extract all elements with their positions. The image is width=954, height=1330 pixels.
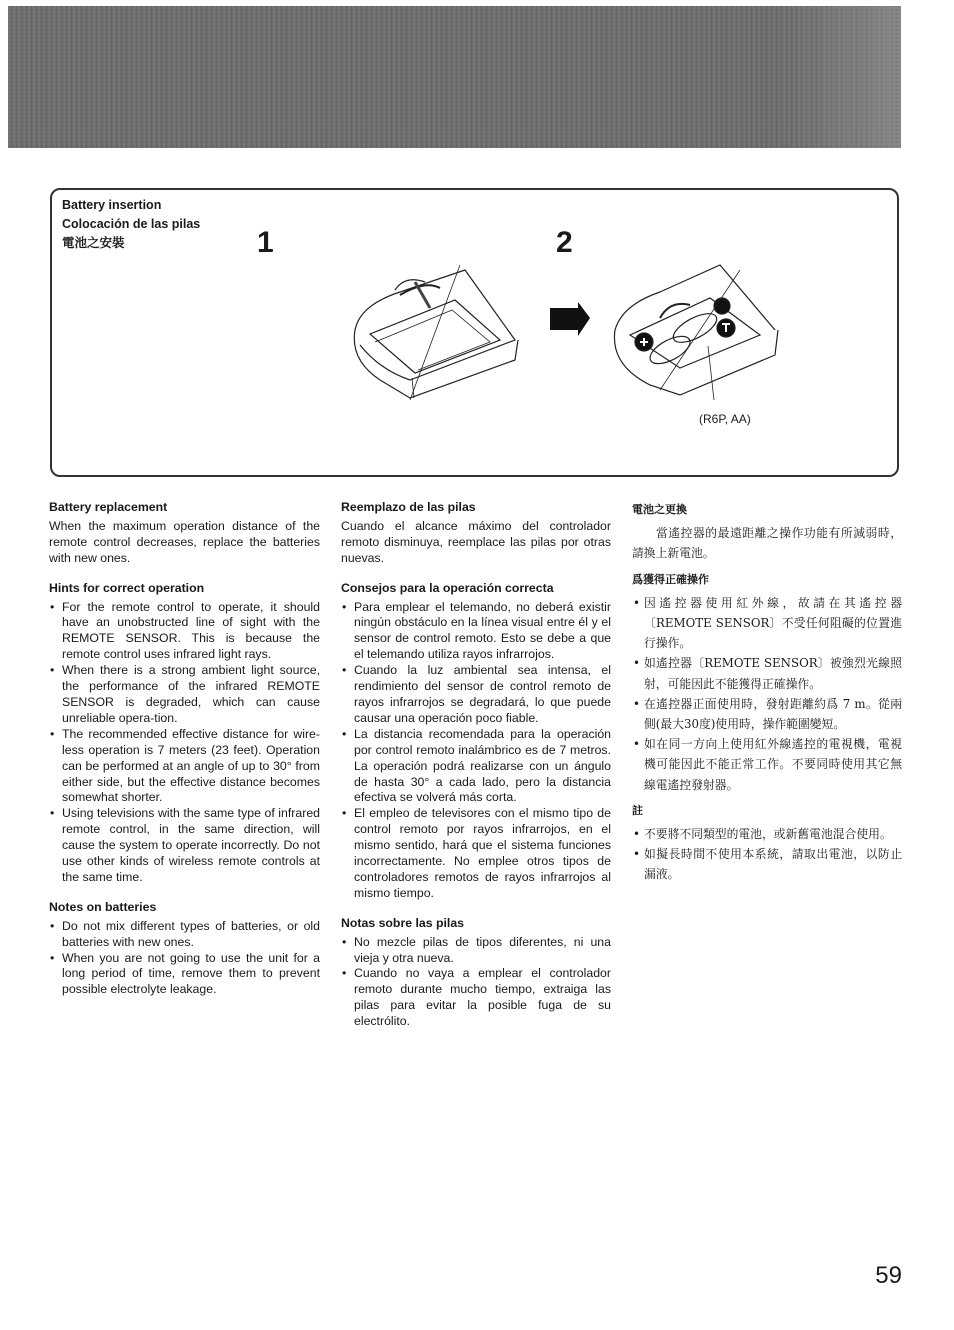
hints-heading: Consejos para la operación correcta xyxy=(341,580,554,595)
list-item: • 因遙控器使用紅外線，故請在其遙控器〔REMOTE SENSOR〕不受任何阻礙的位置進行操作。 xyxy=(632,593,902,654)
list-item: • When there is a strong ambient light source, the performance of the infrared REMOTE SENSOR is degraded, which can cause unreliable opera-tion. xyxy=(49,663,320,727)
replacement-text: When the maximum operation distance of the remote control decreases, replace the batteries with new ones. xyxy=(49,518,320,565)
list-item: • 不要將不同類型的電池，或新舊電池混合使用。 xyxy=(632,824,902,844)
remote-step2-drawing xyxy=(614,265,778,400)
list-item: • When you are not going to use the unit for a long period of time, remove them to prevent possible electrolyte leakage. xyxy=(49,951,320,999)
list-item: • No mezcle pilas de tipos diferentes, ni una vieja y otra nueva. xyxy=(341,935,611,967)
figure-titles xyxy=(62,196,200,253)
figure-title-es: Colocación de las pilas xyxy=(62,217,201,231)
hints-list xyxy=(632,593,902,795)
hints-list xyxy=(341,600,611,902)
hints-heading: 爲獲得正確操作 xyxy=(632,572,709,586)
replacement-heading: Battery replacement xyxy=(49,500,168,514)
list-item: • For the remote control to operate, it should have an unobstructed line of sight with the REMOTE SENSOR. This is because the remote control uses infrared light rays. xyxy=(49,600,320,664)
step-1-number: 1 xyxy=(257,226,274,259)
arrow-right-icon xyxy=(550,302,590,336)
column-english xyxy=(49,500,320,998)
battery-type-label: (R6P, AA) xyxy=(699,412,751,426)
list-item: • 在遙控器正面使用時，發射距離約爲 7 m。從兩側(最大30度)使用時，操作範圍變短。 xyxy=(632,694,902,734)
column-chinese xyxy=(632,500,902,885)
list-item: • The recommended effective distance for wire-less operation is 7 meters (23 feet). Operation can be performed at an angle of up to 30° from either side, but the effective distance becomes somewhat shorter. xyxy=(49,727,320,807)
figure-title-en: Battery insertion xyxy=(62,198,162,212)
list-item: • Do not mix different types of batteries, or old batteries with new ones. xyxy=(49,919,320,951)
column-spanish xyxy=(341,500,611,1030)
replacement-text: Cuando el alcance máximo del controlador remoto disminuya, reemplace las pilas por otras nuevas. xyxy=(341,518,611,565)
header-banner xyxy=(8,6,901,148)
list-item: • 如在同一方向上使用紅外線遙控的電視機，電視機可能因此不能正常工作。不要同時使用其它無線電遙控發射器。 xyxy=(632,734,902,795)
list-item: • 如擬長時間不使用本系統，請取出電池，以防止漏液。 xyxy=(632,844,902,884)
replacement-text: 當遙控器的最遠距離之操作功能有所減弱時，請換上新電池。 xyxy=(632,526,902,561)
figure-title-zh: 電池之安裝 xyxy=(62,236,125,250)
notes-list xyxy=(49,919,320,999)
battery-insertion-illustration xyxy=(340,250,790,410)
notes-heading: Notes on batteries xyxy=(49,899,157,914)
list-item: • La distancia recomendada para la operación por control remoto inalámbrico es de 7 metros. La operación podrá realizarse con un ángulo de hasta 30° a cada lado, pero la distancia efectiva se volverá más corta. xyxy=(341,727,611,807)
replacement-heading: Reemplazo de las pilas xyxy=(341,500,476,514)
notes-heading: 註 xyxy=(632,803,643,817)
hints-heading: Hints for correct operation xyxy=(49,580,205,595)
replacement-heading: 電池之更換 xyxy=(632,503,687,516)
remote-step1-drawing xyxy=(354,265,518,400)
notes-list xyxy=(341,935,611,1030)
step-2-number: 2 xyxy=(556,226,573,259)
notes-heading: Notas sobre las pilas xyxy=(341,915,465,930)
page-number: 59 xyxy=(875,1262,902,1289)
hints-list xyxy=(49,600,320,886)
list-item: • Cuando no vaya a emplear el controlador remoto durante mucho tiempo, extraiga las pilas para evitar la posible fuga de su electrólito. xyxy=(341,966,611,1030)
list-item: • Cuando la luz ambiental sea intensa, el rendimiento del sensor de control remoto de rayos infrarrojos se degradará, lo que puede causar una operación poco fiable. xyxy=(341,663,611,727)
list-item: • 如遙控器〔REMOTE SENSOR〕被強烈光線照射，可能因此不能獲得正確操作。 xyxy=(632,653,902,693)
list-item: • El empleo de televisores con el mismo tipo de control remoto por rayos infrarrojos, en el mismo sentido, hará que el sistema funciones incorrectamente. No emplee otros tipos de controladores remotos de rayos infrarrojos al mismo tiempo. xyxy=(341,806,611,901)
list-item: • Para emplear el telemando, no deberá existir ningún obstáculo en la línea visual entre él y el sensor de control remoto. Esto se debe a que el telemando utiliza rayos infrarrojos. xyxy=(341,600,611,664)
notes-list xyxy=(632,824,902,885)
list-item: • Using televisions with the same type of infrared remote control, in the same direction, will cause the system to operate incorrectly. Do not use other kinds of wireless remote controls at the same time. xyxy=(49,806,320,886)
